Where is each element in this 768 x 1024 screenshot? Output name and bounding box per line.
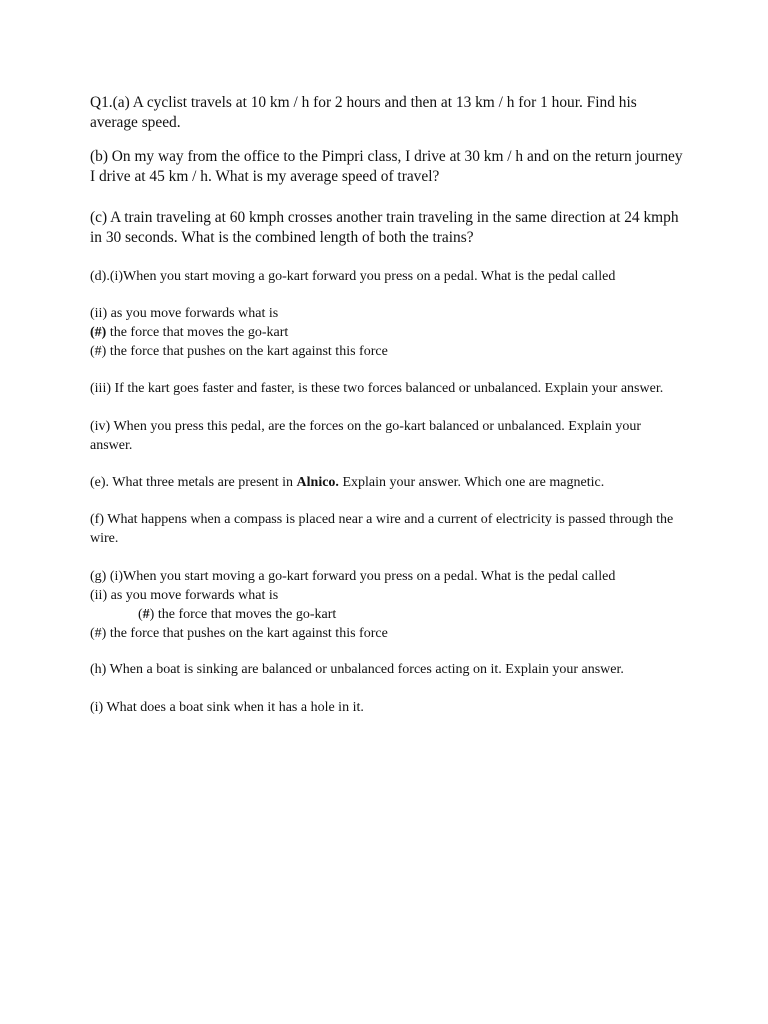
question-d-ii-a-text: the force that moves the go-kart [106,325,289,340]
question-e [90,473,680,492]
question-f-line-2: wire. [90,531,119,546]
question-d-iii-text: (iii) If the kart goes faster and faster, is these two forces balanced or unbalanced. Explain your answer. [90,381,664,396]
question-d-ii [90,304,680,361]
question-d-iv-line-1: (iv) When you press this pedal, are the forces on the go-kart balanced or unbalanced. Explain your [90,419,641,434]
question-e-after: Explain your answer. Which one are magnetic. [338,475,605,490]
question-d-i-text: (d).(i)When you start moving a go-kart forward you press on a pedal. What is the pedal called [90,269,616,284]
question-g-ii-b: (#) the force that pushes on the kart against this force [90,626,388,641]
question-f-line-1: (f) What happens when a compass is placed near a wire and a current of electricity is passed through the [90,512,674,527]
question-h-text: (h) When a boat is sinking are balanced or unbalanced forces acting on it. Explain your answer. [90,662,624,677]
question-g-ii-a-open: ( [138,607,143,622]
question-c-line-2: in 30 seconds. What is the combined length of both the trains? [90,229,474,246]
question-i [90,698,680,717]
question-g-ii-a-close: ) [149,607,155,622]
question-e-before: (e). What three metals are present in [90,475,297,490]
question-g-ii: (ii) as you move forwards what is [90,588,279,603]
question-d-i [90,267,680,286]
question-e-text [90,473,680,492]
question-d-ii-b: (#) the force that pushes on the kart against this force [90,344,388,359]
question-g-i: (g) (i)When you start moving a go-kart forward you press on a pedal. What is the pedal called [90,569,616,584]
question-b-line-1: (b) On my way from the office to the Pimpri class, I drive at 30 km / h and on the return journey [90,148,683,165]
question-g-ii-a [90,605,680,624]
question-d-iv [90,417,680,455]
question-b [90,147,683,187]
question-g-ii-a-mark: # [142,607,150,622]
question-h [90,660,680,679]
question-f [90,510,680,548]
question-e-alnico: Alnico. [296,475,339,490]
question-d-ii-a [90,323,680,342]
question-c [90,208,680,248]
question-a-line-2: average speed. [90,114,181,131]
question-c-line-1: (c) A train traveling at 60 kmph crosses another train traveling in the same direction at 24 kmph [90,209,679,226]
question-b-line-2: I drive at 45 km / h. What is my average speed of travel? [90,168,440,185]
question-d-ii-a-mark: (#) [90,325,107,340]
question-i-text: (i) What does a boat sink when it has a hole in it. [90,700,364,715]
question-d-iv-line-2: answer. [90,438,133,453]
question-d-iii [90,379,680,398]
question-d-ii-text: (ii) as you move forwards what is [90,306,279,321]
question-g [90,567,680,643]
question-a-line-1: Q1.(a) A cyclist travels at 10 km / h for 2 hours and then at 13 km / h for 1 hour. Find his [90,94,637,111]
question-g-ii-a-text: the force that moves the go-kart [154,607,337,622]
question-a [90,93,680,133]
